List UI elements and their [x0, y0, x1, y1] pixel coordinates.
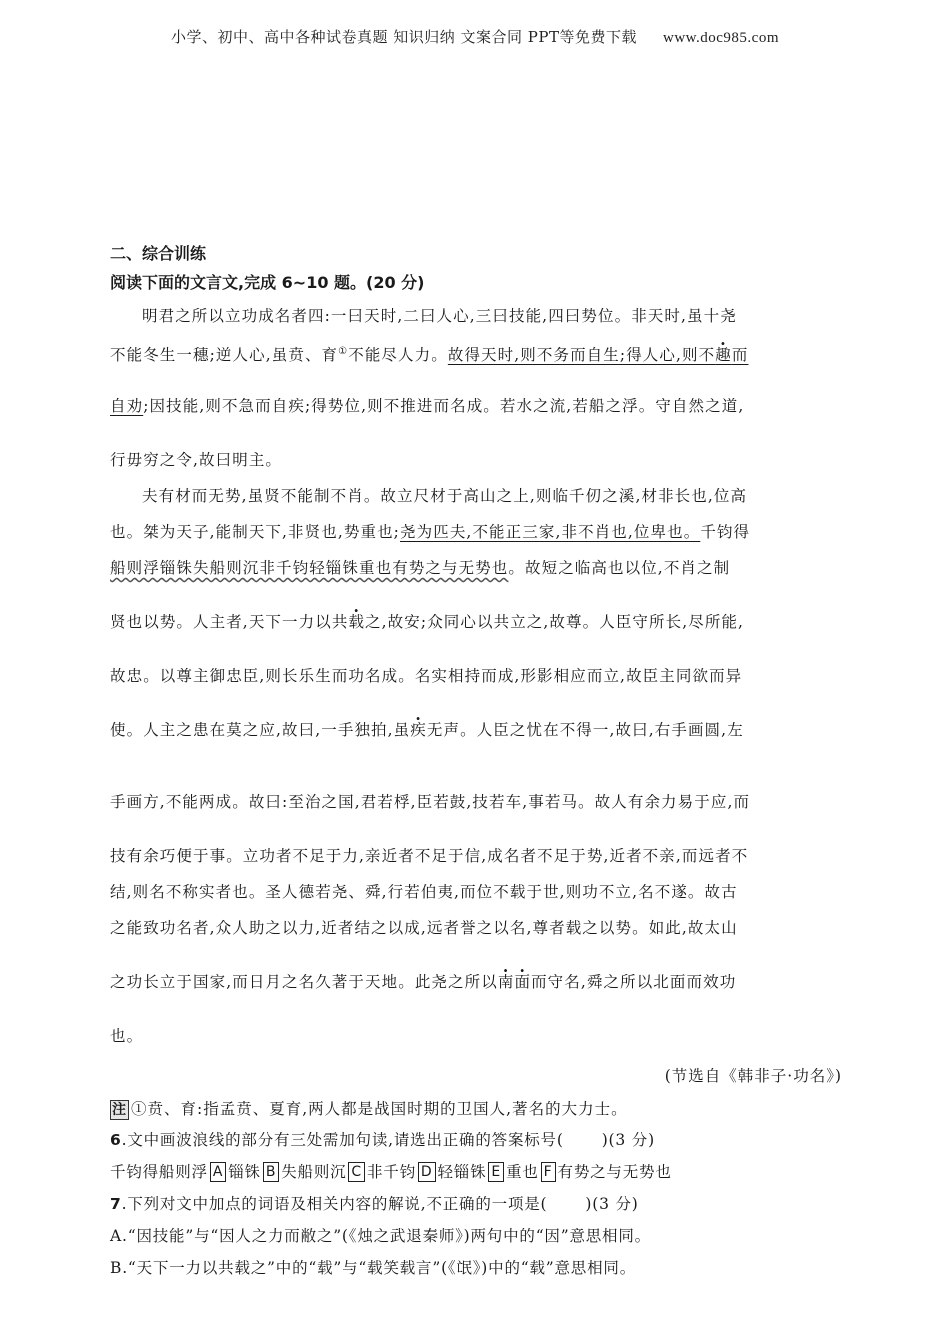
option-a[interactable]: A.“因技能”与“因人之力而敝之”(《烛之武退秦师》)两句中的“因”意思相同。 [110, 1227, 651, 1245]
segment-text: 重也 [506, 1163, 539, 1181]
text-run: 不能尽人力。 [348, 346, 448, 365]
document-body [110, 240, 842, 1284]
passage-line: 行毋穷之令,故曰明主。 [110, 451, 283, 469]
option-box-c[interactable]: C [348, 1162, 365, 1182]
segment-text: 千钧得船则浮 [110, 1163, 208, 1181]
note-text: ①贲、育:指孟贲、夏育,两人都是战国时期的卫国人,著名的大力士。 [131, 1100, 628, 1118]
passage-line [110, 370, 842, 442]
text-run: 使。人主之患在莫之应,故曰,一手独拍,虽 [110, 721, 411, 739]
passage-line [110, 946, 842, 1018]
passage-line: 之能致功名者,众人助之以力,近者结之以成,远者誉之以名,尊者载之以势。如此,故太山 [110, 919, 738, 937]
passage-line [110, 550, 842, 586]
passage-line: 明君之所以立功成名者四:一曰天时,二曰人心,三曰技能,四曰势位。非天时,虽十尧 [142, 307, 737, 325]
passage-line [110, 586, 842, 658]
footnote-mark: ① [338, 346, 349, 357]
passage-line: 手画方,不能两成。故曰:至治之国,君若桴,臣若鼓,技若车,事若马。故人有余力易于应,而 [110, 793, 751, 811]
question-text: .下列对文中加点的词语及相关内容的解说,不正确的一项是( [121, 1195, 548, 1213]
option-b[interactable]: B.“天下一力以共载之”中的“载”与“载笑载言”(《氓》)中的“载”意思相同。 [110, 1259, 637, 1277]
question-points: )(3 分) [601, 1131, 655, 1149]
passage-line: 故忠。以尊主御忠臣,则长乐生而功名成。名实相持而成,形影相应而立,故臣主同欲而异 [110, 667, 743, 685]
reading-instruction: 阅读下面的文言文,完成 6~10 题。(20 分) [110, 273, 425, 292]
dotted-word: 趣 [715, 346, 732, 365]
page-header [0, 26, 950, 47]
text-run: 无声。人臣之忧在不得一,故曰,右手画圆,左 [426, 721, 744, 739]
passage-line: 夫有材而无势,虽贤不能制不肖。故立尺材于高山之上,则临千仞之溪,材非长也,位高 [142, 487, 748, 505]
option-box-b[interactable]: B [263, 1162, 279, 1182]
segment-text: 轻锱铢 [437, 1163, 487, 1181]
question-7 [110, 1188, 842, 1220]
text-run: 。故短之临高也以位,不肖之制 [508, 559, 731, 577]
underlined-sentence [448, 346, 749, 364]
text-run: 之功长立于国家,而日月之名久著于天地。此尧之所以 [110, 973, 498, 991]
source-citation: (节选自《韩非子·功名》) [664, 1067, 842, 1085]
header-text: 小学、初中、高中各种试卷真题 知识归纳 文案合同 PPT等免费下载 [170, 28, 637, 46]
segment-text: 失船则沉 [281, 1163, 347, 1181]
text-run: 而 [731, 346, 749, 365]
question-text: .文中画波浪线的部分有三处需加句读,请选出正确的答案标号( [121, 1131, 564, 1149]
segment-text: 有势之与无势也 [557, 1163, 672, 1181]
underlined-sentence: 自劝 [110, 397, 144, 415]
note-tag: 注 [112, 1102, 127, 1118]
passage-line: 也。 [110, 1027, 144, 1045]
segment-text: 非千钧 [367, 1163, 416, 1181]
text-run: 之,故安;众同心以共立之,故尊。人臣守所长,尽所能, [365, 613, 745, 631]
text-run: 而守名,舜之所以北面而效功 [531, 973, 737, 991]
section-title: 二、综合训练 [110, 244, 207, 263]
passage-line: 技有余巧便于事。立功者不足于力,亲近者不足于信,成名者不足于势,近者不亲,而远者不 [110, 847, 749, 865]
option-box-d[interactable]: D [418, 1162, 436, 1182]
option-box-f[interactable]: F [541, 1162, 556, 1182]
passage-line [110, 514, 842, 550]
text-run: 也。桀为天子,能制天下,非贤也,势重也; [110, 523, 401, 541]
text-run: 千钧得 [700, 523, 751, 541]
dotted-word: 载 [348, 613, 366, 631]
passage-paragraph-2 [110, 478, 842, 1054]
underlined-sentence: 尧为匹夫,不能正三家,非不肖也,位卑也。 [400, 523, 701, 541]
passage-paragraph-1 [110, 298, 842, 478]
question-6-segments [110, 1156, 842, 1188]
dotted-word: 面 [514, 973, 532, 991]
question-number: 7 [110, 1195, 122, 1213]
text-run: 故得天时,则不务而自生;得人心,则不 [447, 346, 716, 365]
text-run: 贤也以势。人主者,天下一力以共 [110, 613, 349, 631]
text-run: ;因技能,则不急而自疾;得势位,则不推进而名成。若水之流,若船之浮。守自然之道, [143, 397, 745, 415]
header-url[interactable]: www.doc985.com [662, 30, 779, 46]
question-number: 6 [110, 1131, 122, 1149]
segment-text: 锱铢 [228, 1163, 261, 1181]
question-6 [110, 1124, 842, 1156]
question-points: )(3 分) [585, 1195, 639, 1213]
footnote [110, 1094, 842, 1124]
passage-line [110, 694, 842, 766]
option-box-a[interactable]: A [210, 1162, 226, 1182]
passage-line [110, 334, 842, 370]
dotted-word: 疾 [410, 721, 427, 739]
option-box-e[interactable]: E [488, 1162, 504, 1182]
text-run: 不能冬生一穗;逆人心,虽贲、育 [110, 346, 339, 365]
passage-line: 结,则名不称实者也。圣人德若尧、舜,行若伯夷,而位不载于世,则功不立,名不遂。故古 [110, 883, 738, 901]
wavy-underlined-text: 船则浮锱铢失船则沉非千钧轻锱铢重也有势之与无势也 [110, 559, 509, 577]
dotted-word: 南 [497, 973, 515, 991]
